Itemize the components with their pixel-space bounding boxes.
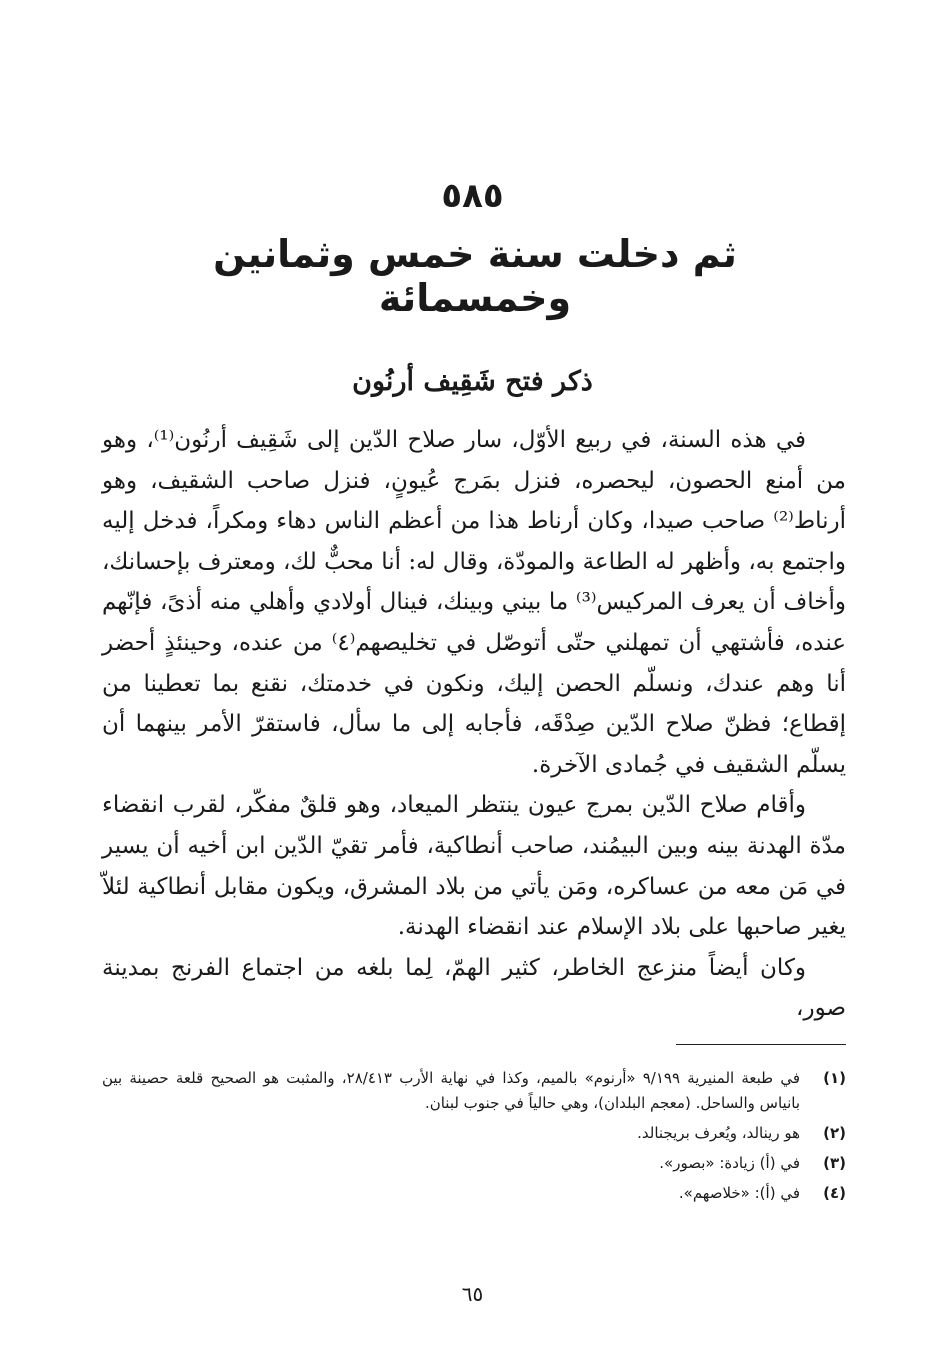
- footnote-text: هو رينالد، ويُعرف بريجنالد.: [637, 1124, 800, 1142]
- year-title: ثم دخلت سنة خمس وثمانين وخمسمائة: [213, 232, 737, 320]
- footnote-number: (١): [823, 1069, 846, 1087]
- footnote-separator: [676, 1044, 846, 1045]
- section-heading: ذكر فتح شَقِيف أرنُون: [352, 366, 593, 397]
- footnote-text: في (أ) زيادة: «بصور».: [659, 1154, 800, 1172]
- footnote: [102, 1121, 846, 1146]
- main-text: [102, 420, 846, 1029]
- paragraph: في هذه السنة، في ربيع الأوّل، سار صلاح الدّين إلى شَقِيف أرنُون⁽¹⁾، وهو من أمنع الحصون، ليحصره، فنزل بمَرج عُيونٍ، فنزل صاحب الشقيف، وهو أرناط⁽²⁾ صاحب صيدا، وكان أرناط هذا من أعظم الناس دهاء ومكراً، فدخل إليه واجتمع به، وأظهر له الطاعة والمودّة، وقال له: أنا محبٌّ لك، ومعترف بإحسانك، وأخاف أن يعرف المركيس⁽³⁾ ما بيني وبينك، فينال أولادي وأهلي منه أذىً، فإنّهم عنده، فأشتهي أن تمهلني حتّى أتوصّل في تخليصهم⁽٤⁾ من عنده، وحينئذٍ أحضر أنا وهم عندك، ونسلّم الحصن إليك، ونكون في خدمتك، نقنع بما تعطينا من إقطاع؛ فظنّ صلاح الدّين صِدْقَه، فأجابه إلى ما سأل، فاستقرّ الأمر بينهما أن يسلّم الشقيف في جُمادى الآخرة.: [102, 427, 846, 778]
- footnote: [102, 1066, 846, 1116]
- footnote-text: في طبعة المنيرية ٩/١٩٩ «أرنوم» بالميم، وكذا في نهاية الأرب ٢٨/٤١٣، والمثبت هو الصحيح قلعة حصينة بين بانياس والساحل. (معجم البلدان)، وهي حالياً في جنوب لبنان.: [102, 1069, 800, 1112]
- footnote-number: (٤): [823, 1184, 846, 1202]
- footnote-text: في (أ): «خلاصهم».: [678, 1184, 800, 1202]
- paragraph: وكان أيضاً منزعج الخاطر، كثير الهمّ، لِما بلغه من اجتماع الفرنج بمدينة صور،: [102, 954, 846, 1022]
- footnote-number: (٣): [823, 1154, 846, 1172]
- footnote: [102, 1181, 846, 1206]
- footnotes: [102, 1066, 846, 1211]
- page-number: ٦٥: [461, 1282, 484, 1306]
- year-number: ٥٨٥: [441, 176, 504, 216]
- paragraph: وأقام صلاح الدّين بمرج عيون ينتظر الميعاد، وهو قلقٌ مفكّر، لقرب انقضاء مدّة الهدنة بينه وبين البيمُند، صاحب أنطاكية، فأمر تقيّ الدّين ابن أخيه أن يسير في مَن معه من عساكره، ومَن يأتي من بلاد المشرق، ويكون مقابل أنطاكية لئلاّ يغير صاحبها على بلاد الإسلام عند انقضاء الهدنة.: [102, 792, 846, 941]
- footnote-number: (٢): [823, 1124, 846, 1142]
- footnote: [102, 1151, 846, 1176]
